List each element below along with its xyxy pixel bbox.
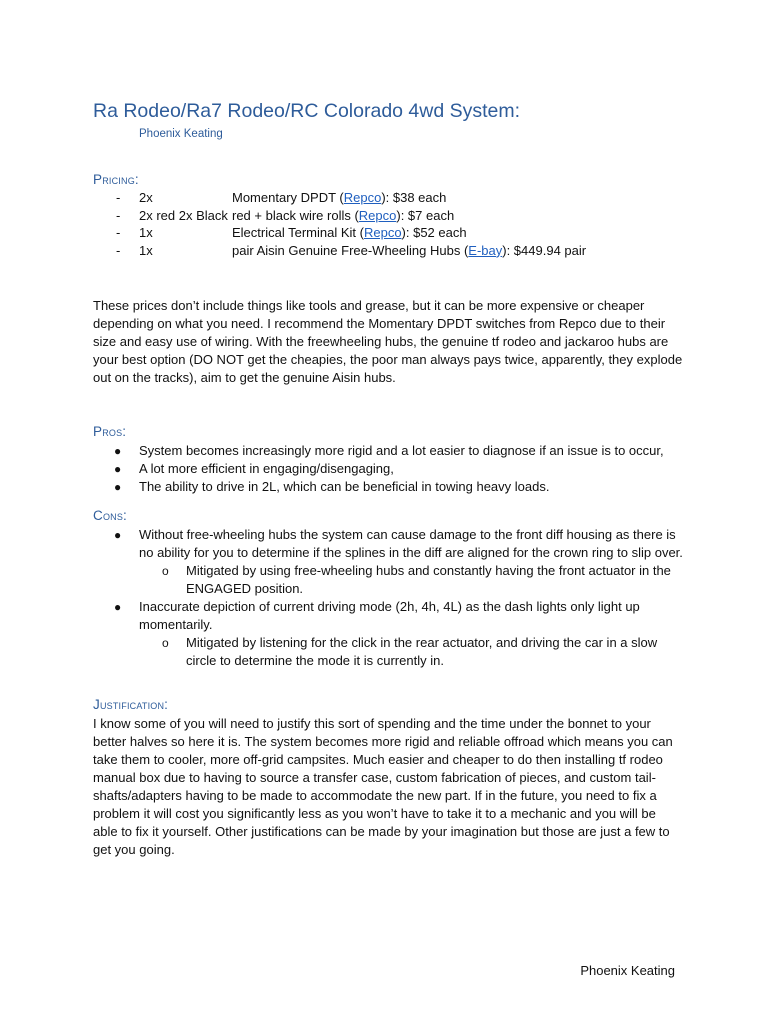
sub-list-item: o Mitigated by listening for the click in the rear actuator, and driving the car in a slow circle to determine the mode it is currently in. xyxy=(162,635,658,668)
item-description: red + black wire rolls (Repco): $7 each xyxy=(232,207,455,223)
pros-list xyxy=(93,442,683,496)
justification-paragraph: I know some of you will need to justify this sort of spending and the time under the bonnet to your better halves so here it is. The system becomes more rigid and reliable offroad which means you can take them to cooler, more off-grid campsites. Much easier and cheaper to do then installing tf rodeo manual box due to having to source a transfer case, custom fabrication of pieces, and custom tail-shafts/adapters having to be made to accommodate the new part. If in the future, you need to fix a problem it will cost you significantly less as you won’t have to take it to a mechanic and you will be able to fix it yourself. Other justifications can be made by your imagination but those are just a few to get you going. xyxy=(93,716,673,857)
list-item xyxy=(93,242,683,260)
bullet-icon: ● xyxy=(114,462,122,476)
item-quantity: 1x xyxy=(139,242,153,258)
list-item: ● Without free-wheeling hubs the system can cause damage to the front diff housing as there is no ability for you to determine if the splines in the diff are aligned for the crown ring to slip over. xyxy=(114,527,683,560)
circle-bullet-icon: o xyxy=(162,564,169,578)
list-item: ● System becomes increasingly more rigid and a lot easier to diagnose if an issue is to occur, xyxy=(114,443,664,458)
dash-marker: - xyxy=(116,225,121,241)
pricing-list xyxy=(93,189,683,259)
item-description: Momentary DPDT (Repco): $38 each xyxy=(232,190,447,205)
list-item: ● A lot more efficient in engaging/disengaging, xyxy=(114,461,394,476)
dash-marker: - xyxy=(116,190,121,205)
footer-author: Phoenix Keating xyxy=(580,963,675,978)
list-item xyxy=(93,189,683,207)
intro-paragraph: These prices don’t include things like tools and grease, but it can be more expensive or cheaper depending on what you need. I recommend the Momentary DPDT switches from Repco due to their size and easy use of wiring. With the freewheeling hubs, the genuine tf rodeo and jackaroo hubs are your best option (DO NOT get the cheapies, the poor man always pays twice, apparently, they explode out on the tracks), aim to get the genuine Aisin hubs. xyxy=(93,298,683,385)
document-title: Ra Rodeo/Ra7 Rodeo/RC Colorado 4wd System: xyxy=(93,100,521,122)
bullet-icon: ● xyxy=(114,444,122,458)
list-item: ● Inaccurate depiction of current driving mode (2h, 4h, 4L) as the dash lights only light up momentarily. xyxy=(114,599,640,632)
repco-link[interactable]: Repco xyxy=(363,225,402,241)
document-author: Phoenix Keating xyxy=(139,128,223,140)
bullet-icon: ● xyxy=(114,480,122,494)
list-item xyxy=(93,207,683,225)
ebay-link[interactable]: E-bay xyxy=(468,242,503,258)
bullet-icon: ● xyxy=(114,600,122,614)
cons-list xyxy=(93,526,683,670)
item-quantity: 2x xyxy=(139,190,153,205)
repco-link[interactable]: Repco xyxy=(343,190,382,205)
item-description: Electrical Terminal Kit (Repco): $52 each xyxy=(232,225,467,241)
circle-bullet-icon: o xyxy=(162,636,169,650)
cons-heading: Cons: xyxy=(93,508,128,523)
sub-list-item: o Mitigated by using free-wheeling hubs and constantly having the front actuator in the ENGAGED position. xyxy=(162,563,671,596)
justification-heading: Justification: xyxy=(93,697,169,712)
item-quantity: 1x xyxy=(139,225,153,241)
dash-marker: - xyxy=(116,242,121,258)
pros-heading: Pros: xyxy=(93,424,127,439)
bullet-icon: ● xyxy=(114,528,122,542)
dash-marker: - xyxy=(116,207,121,223)
repco-link[interactable]: Repco xyxy=(358,207,397,223)
pricing-heading: Pricing: xyxy=(93,172,139,187)
list-item: ● The ability to drive in 2L, which can be beneficial in towing heavy loads. xyxy=(114,479,550,494)
item-description: pair Aisin Genuine Free-Wheeling Hubs (E-bay): $449.94 pair xyxy=(232,242,587,258)
list-item xyxy=(93,224,683,242)
item-quantity: 2x red 2x Black xyxy=(139,207,228,223)
